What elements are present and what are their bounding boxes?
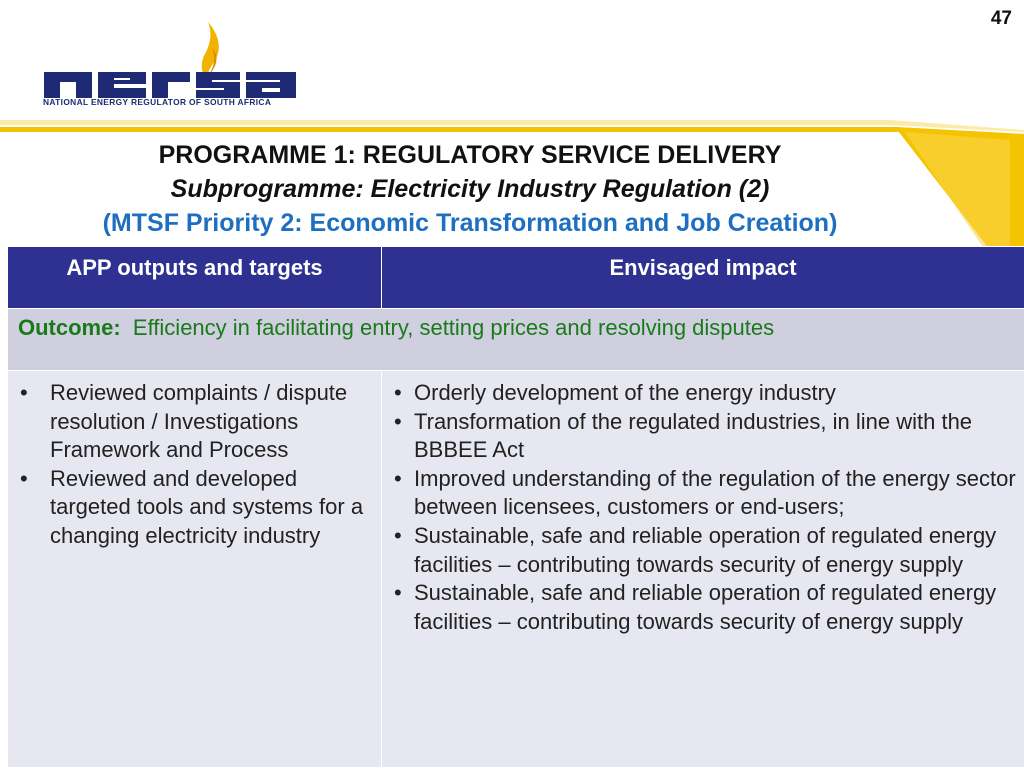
bullet-icon: • [394,580,402,606]
impact-cell [382,371,1024,768]
column-header-impact: Envisaged impact [382,247,1024,309]
slide-heading [0,138,940,240]
list-item: • Transformation of the regulated industries, in line with the BBBEE Act [394,408,973,463]
outcome-label: Outcome: [18,315,121,340]
subprogramme-title: Subprogramme: Electricity Industry Regulation (2) [170,175,770,203]
outcome-text: Efficiency in facilitating entry, setting prices and resolving disputes [132,315,775,340]
list-item: • Sustainable, safe and reliable operation of regulated energy facilities – contributing towards security of energy supply [394,522,997,577]
nersa-logo [40,18,310,110]
outcome-row [8,309,1024,371]
list-item: • Sustainable, safe and reliable operation of regulated energy facilities – contributing towards security of energy supply [394,580,997,634]
bullet-icon: • [20,380,28,405]
bullet-icon: • [394,522,402,548]
bullet-icon: • [20,465,28,491]
list-item: • Improved understanding of the regulation of the energy sector between licensees, customers or end-users; [394,465,1016,520]
column-header-outputs: APP outputs and targets [8,247,382,309]
table-header-row [8,247,1024,309]
table-row [8,371,1024,768]
programme-title: PROGRAMME 1: REGULATORY SERVICE DELIVERY [158,141,782,169]
bullet-icon: • [394,380,402,405]
outputs-impact-table [7,246,1024,768]
list-item: • Reviewed complaints / dispute resolution / Investigations Framework and Process [20,380,348,463]
page-number: 47 [990,8,1012,29]
outputs-cell [8,371,382,768]
list-item: • Orderly development of the energy industry [392,379,1018,408]
outputs-list [18,379,375,551]
logo-tagline: NATIONAL ENERGY REGULATOR OF SOUTH AFRICA [43,97,272,107]
outcome-cell [8,309,1024,371]
bullet-icon: • [394,465,402,491]
impact-list [392,379,1018,636]
list-item: • Reviewed and developed targeted tools and systems for a changing electricity industry [20,465,364,548]
bullet-icon: • [394,408,402,434]
nersa-wordmark-icon [40,18,310,98]
mtsf-priority-title: (MTSF Priority 2: Economic Transformation and Job Creation) [102,209,838,237]
